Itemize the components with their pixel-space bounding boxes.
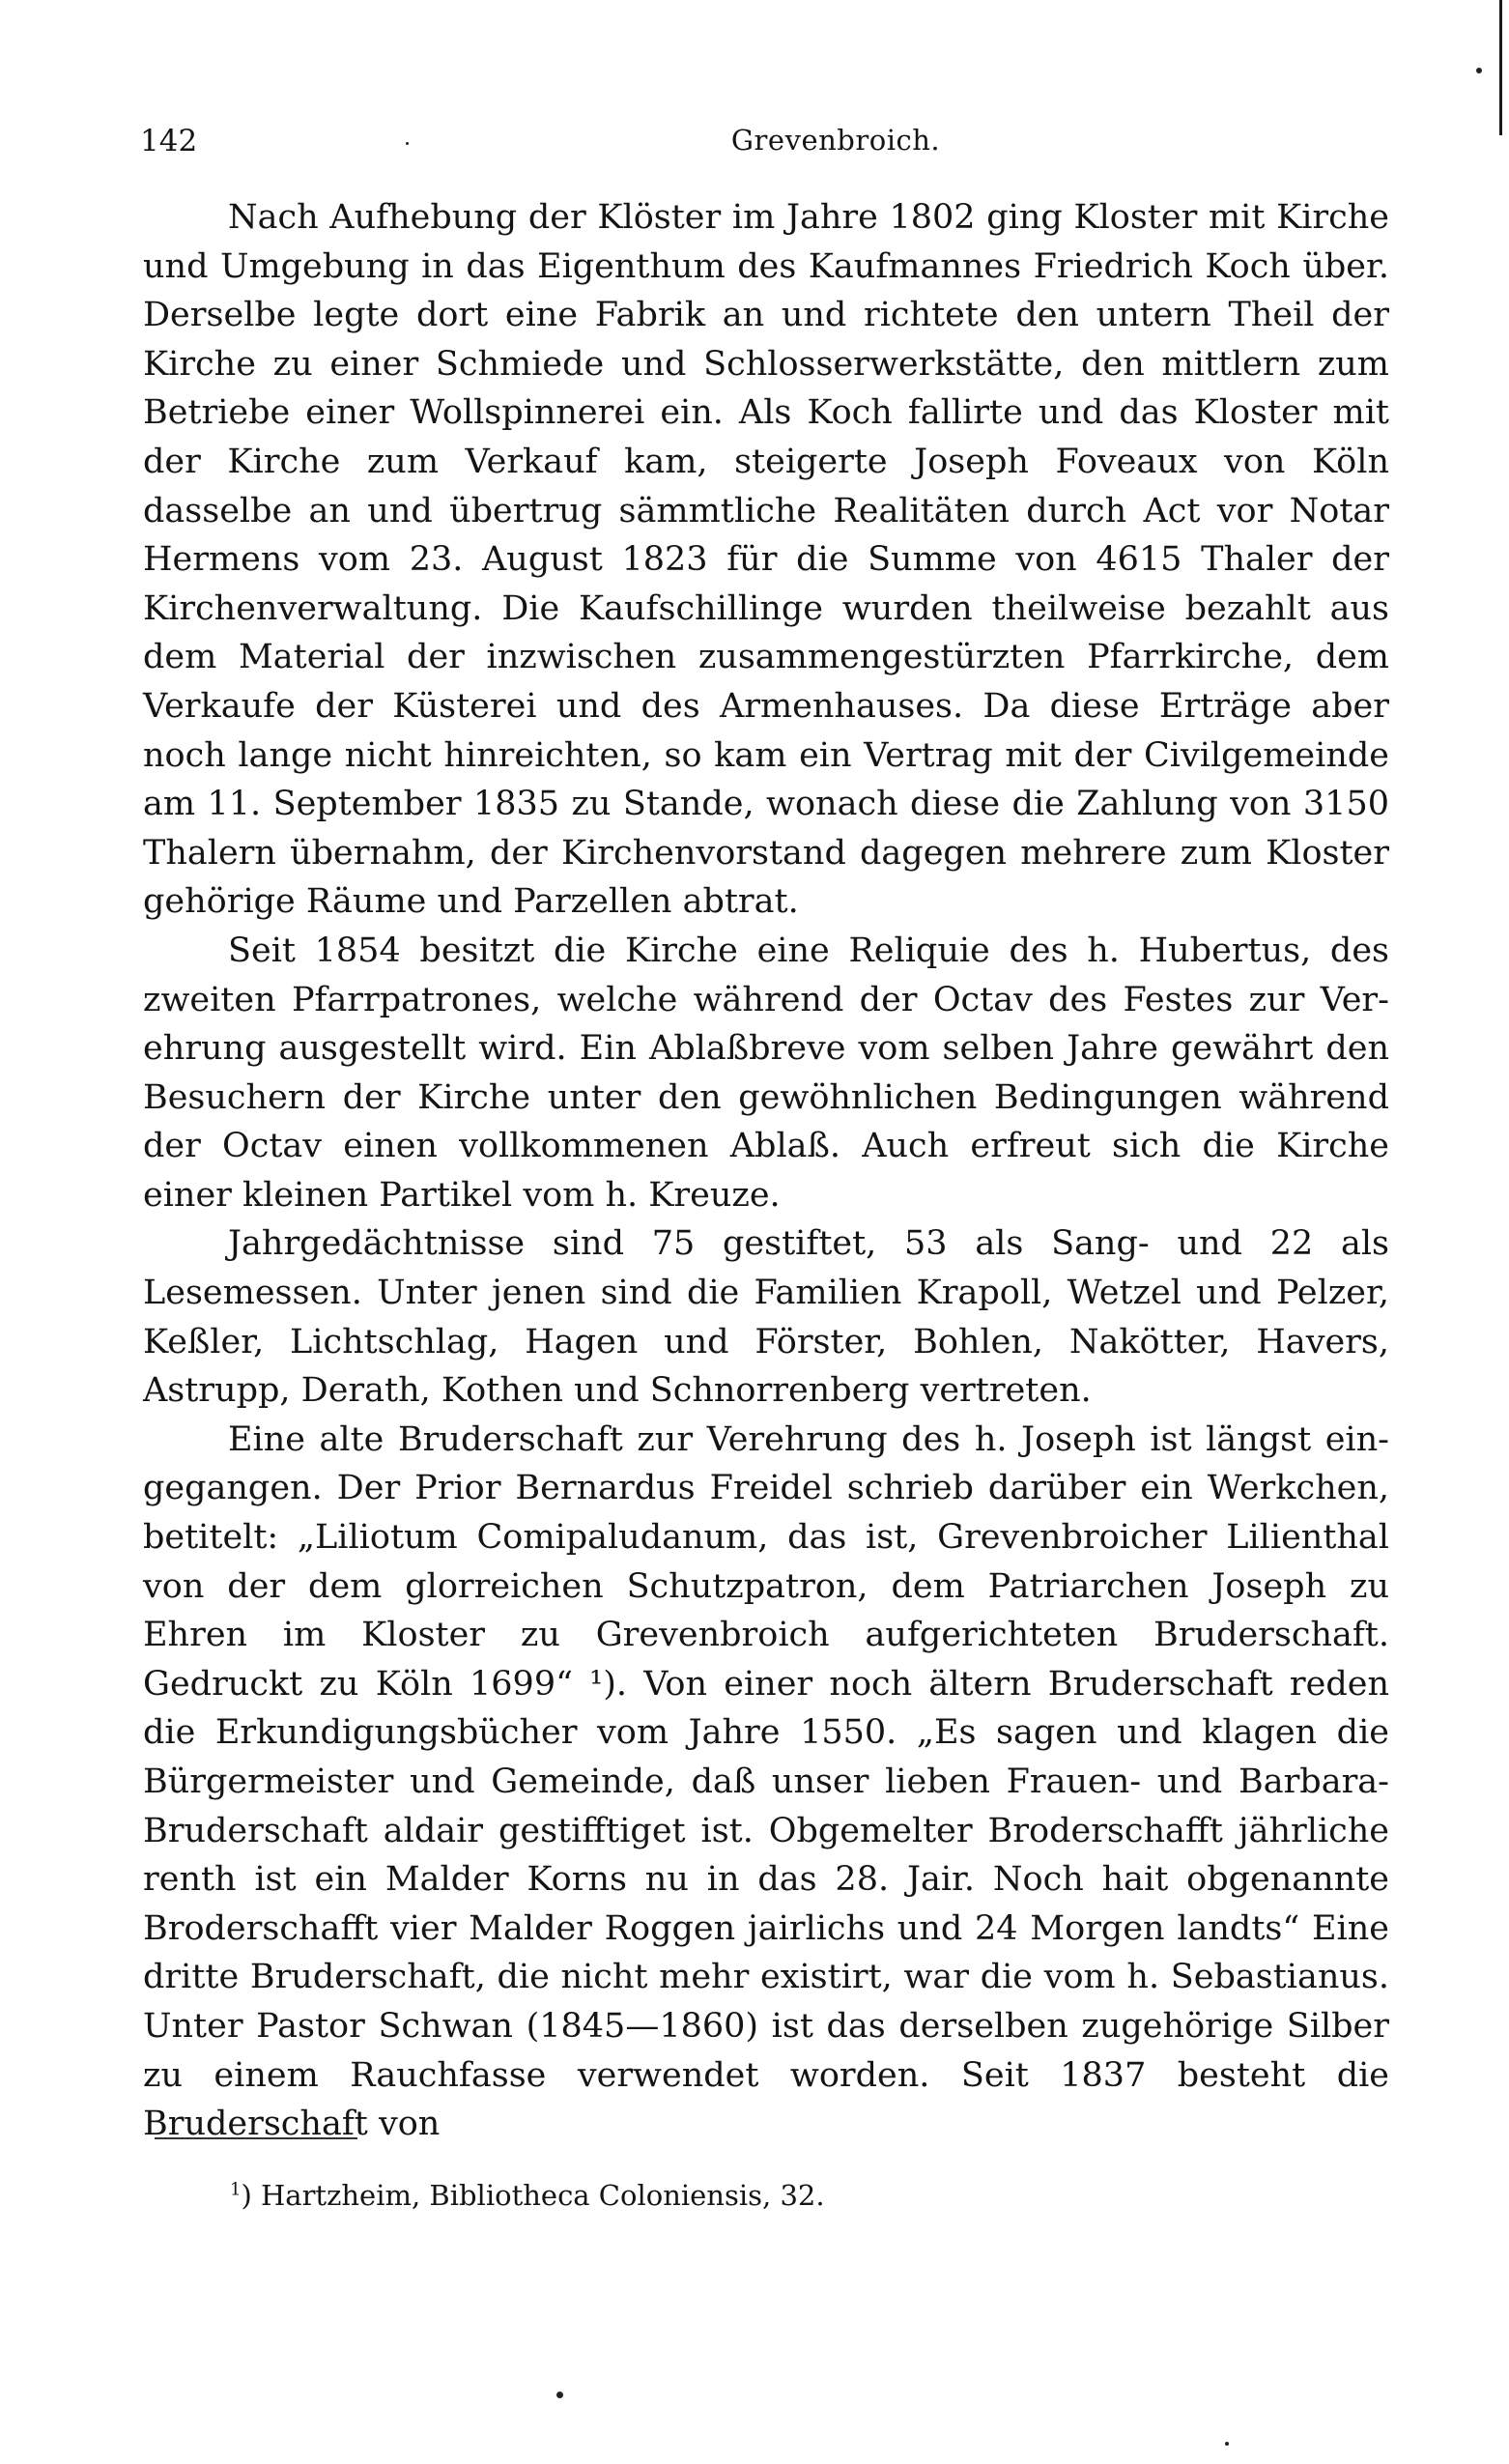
paragraph-anniversaries: Jahrgedächtnisse sind 75 gestiftet, 53 als Sang- und 22 als Lesemessen. Unter jenen sind die Familien Krapoll, Wetzel und Pelzer, Keßler, Lichtschlag, Hagen und Förster, Bohlen, Nakötter, Havers, Astrupp, Derath, Kothen und Schnorrenberg vertreten. <box>143 1224 1389 1411</box>
scan-edge-mark <box>1499 0 1502 135</box>
footnote <box>155 2179 1314 2212</box>
footnote-text: ) Hartzheim, Bibliotheca Coloniensis, 32. <box>241 2179 825 2212</box>
scan-speck <box>1476 68 1482 73</box>
scan-speck <box>556 2392 563 2398</box>
scan-speck <box>1225 2442 1229 2446</box>
running-head: Grevenbroich. <box>730 124 941 157</box>
footnote-rule <box>155 2137 357 2139</box>
body-text <box>143 193 1389 2149</box>
paragraph-relic: Seit 1854 besitzt die Kirche eine Reliquie des h. Hubertus, des zweiten Pfarrpatrones, welche während der Octav des Festes zur Verehrung ausgestellt wird. Ein Ablaßbreve vom selben Jahre gewährt den Besuchern der Kirche unter den gewöhnlichen Bedingungen während der Octav einen vollkommenen Ablaß. Auch erfreut sich die Kirche einer kleinen Partikel vom h. Kreuze. <box>143 931 1389 1215</box>
footnote-marker: 1 <box>230 2179 242 2200</box>
page-header <box>140 124 1391 172</box>
page-number: 142 <box>140 124 198 158</box>
paragraph-brotherhoods: Eine alte Bruderschaft zur Verehrung des h. Joseph ist längst eingegangen. Der Prior Bernardus Freidel schrieb darüber ein Werkchen, betitelt: „Liliotum Comipaludanum, das ist, Grevenbroicher Lilienthal von der dem glorreichen Schutzpatron, dem Patriarchen Joseph zu Ehren im Kloster zu Grevenbroich aufgerichteten Bruderschaft. Gedruckt zu Köln 1699“ ¹). Von einer noch ältern Bruderschaft reden die Erkundigungsbücher vom Jahre 1550. „Es sagen und klagen die Bürgermeister und Gemeinde, daß unser lieben Frauen- und Barbara-Bruderschaft aldair gestifftiget ist. Obgemelter Broderschafft jährliche renth ist ein Malder Korns nu in das 28. Jair. Noch hait obgenannte Broderschafft vier Malder Roggen jairlichs und 24 Morgen landts“ Eine dritte Bruderschaft, die nicht mehr existirt, war die vom h. Sebastianus. Unter Pastor Schwan (1845—1860) ist das derselben zugehörige Silber zu einem Rauchfasse verwendet worden. Seit 1837 besteht die Bruderschaft von <box>143 1419 1389 2144</box>
scan-speck <box>406 142 409 145</box>
paragraph-monastery-sale: Nach Aufhebung der Klöster im Jahre 1802 ging Kloster mit Kirche und Umgebung in das Eigenthum des Kaufmannes Friedrich Koch über. Derselbe legte dort eine Fabrik an und richtete den untern Theil der Kirche zu einer Schmiede und Schlosserwerkstätte, den mittlern zum Betriebe einer Wollspinnerei ein. Als Koch fallirte und das Kloster mit der Kirche zum Verkauf kam, steigerte Joseph Foveaux von Köln dasselbe an und übertrug sämmtliche Realitäten durch Act vor Notar Hermens vom 23. August 1823 für die Summe von 4615 Thaler der Kirchenverwaltung. Die Kaufschillinge wurden theilweise bezahlt aus dem Material der inzwischen zusammengestürzten Pfarrkirche, dem Verkaufe der Küsterei und des Armenhauses. Da diese Erträge aber noch lange nicht hinreichten, so kam ein Vertrag mit der Civilgemeinde am 11. September 1835 zu Stande, wonach diese die Zahlung von 3150 Thalern übernahm, der Kirchenvorstand dagegen mehrere zum Kloster gehörige Räume und Parzellen abtrat. <box>143 198 1389 922</box>
